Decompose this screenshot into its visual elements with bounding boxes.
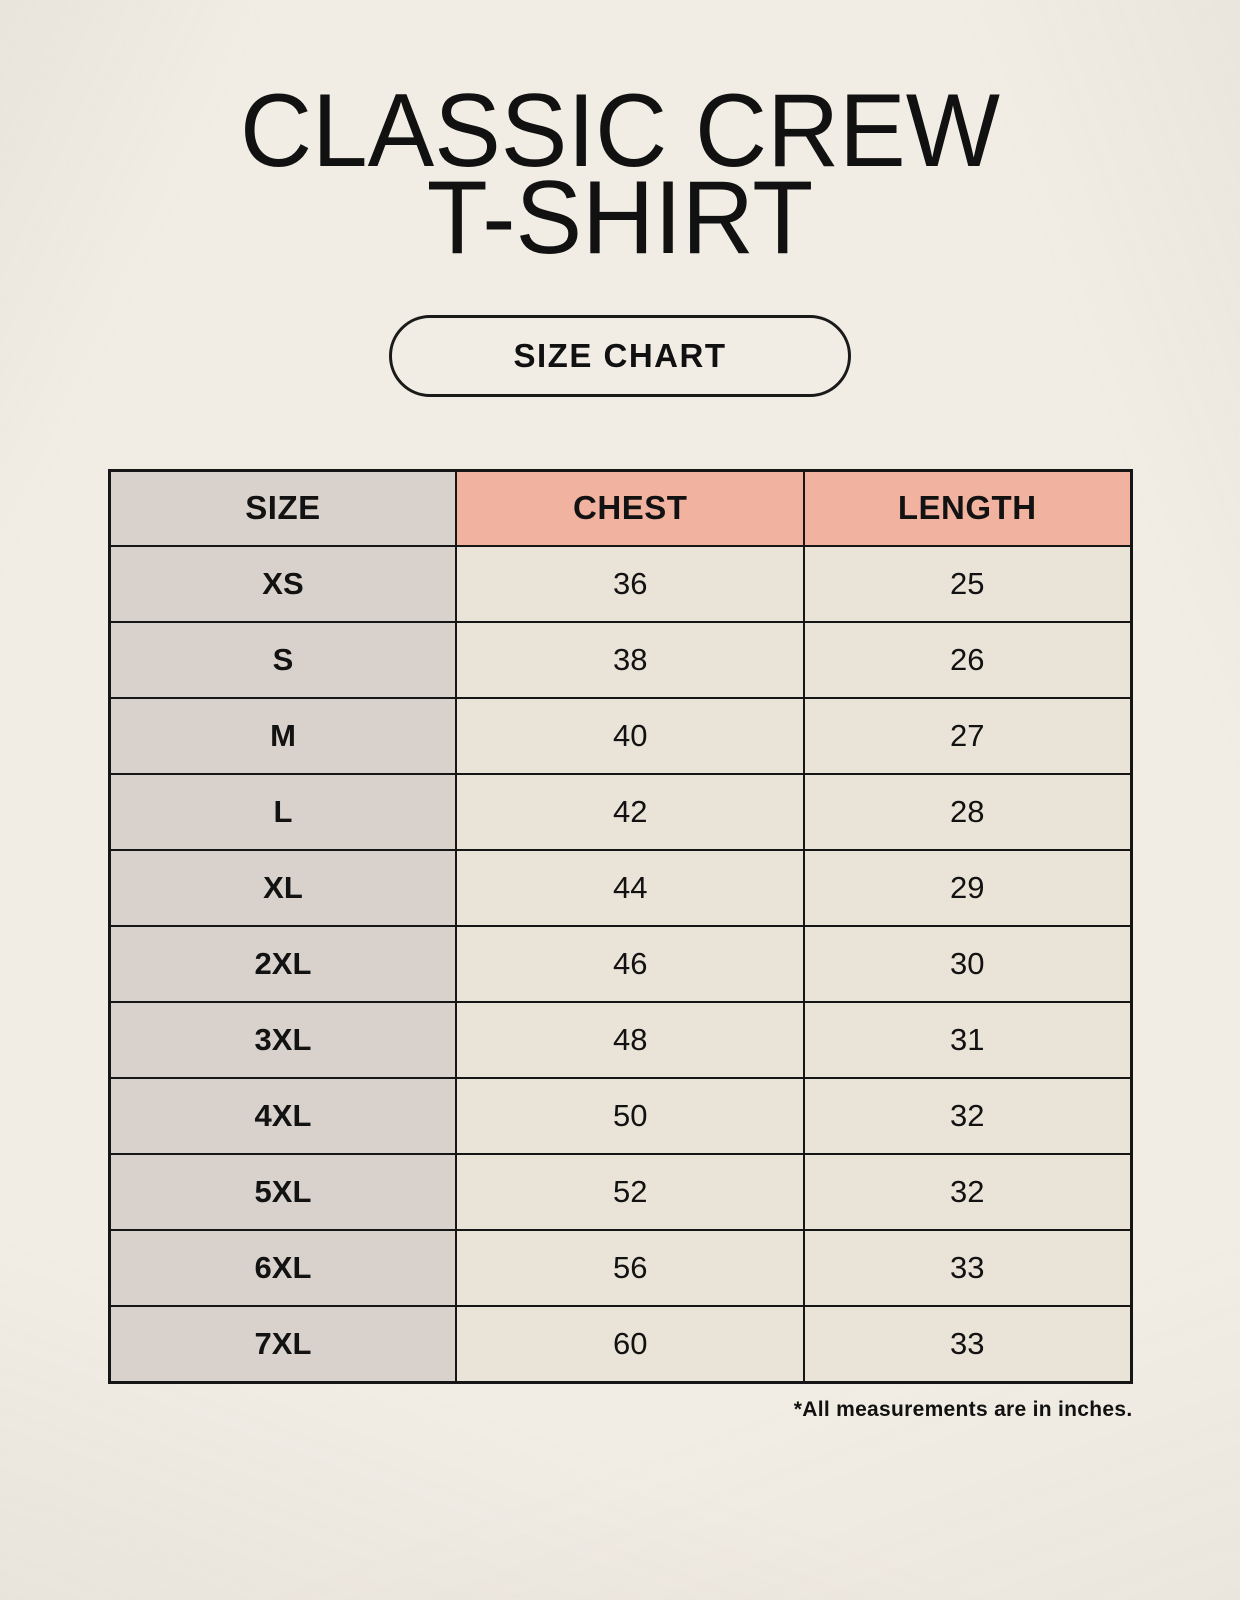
column-header-length: LENGTH: [804, 470, 1131, 546]
size-cell: XL: [109, 850, 456, 926]
size-cell: 5XL: [109, 1154, 456, 1230]
length-value-cell: 29: [804, 850, 1131, 926]
table-row: [109, 926, 1131, 1002]
chest-value-cell: 50: [456, 1078, 803, 1154]
measurements-footnote: *All measurements are in inches.: [793, 1397, 1133, 1421]
table-row: [109, 774, 1131, 850]
chest-value-cell: 52: [456, 1154, 803, 1230]
length-value-cell: 26: [804, 622, 1131, 698]
length-value-cell: 25: [804, 546, 1131, 622]
chest-value-cell: 60: [456, 1306, 803, 1382]
table-row: [109, 1306, 1131, 1382]
length-value-cell: 32: [804, 1154, 1131, 1230]
length-value-cell: 27: [804, 698, 1131, 774]
table-row: [109, 622, 1131, 698]
length-value-cell: 30: [804, 926, 1131, 1002]
size-chart-page: [0, 73, 1240, 1600]
chest-value-cell: 36: [456, 546, 803, 622]
size-chart-badge-label: SIZE CHART: [513, 336, 727, 374]
chest-value-cell: 42: [456, 774, 803, 850]
size-cell: 3XL: [109, 1002, 456, 1078]
length-value-cell: 31: [804, 1002, 1131, 1078]
table-row: [109, 1078, 1131, 1154]
size-cell: XS: [109, 546, 456, 622]
chest-value-cell: 40: [456, 698, 803, 774]
size-cell: 2XL: [109, 926, 456, 1002]
size-cell: 7XL: [109, 1306, 456, 1382]
size-cell: L: [109, 774, 456, 850]
size-chart-table: [108, 469, 1133, 1384]
table-row: [109, 546, 1131, 622]
size-cell: M: [109, 698, 456, 774]
size-cell: S: [109, 622, 456, 698]
table-row: [109, 698, 1131, 774]
column-header-chest: CHEST: [456, 470, 803, 546]
size-chart-badge: [389, 315, 851, 397]
table-row: [109, 1002, 1131, 1078]
length-value-cell: 32: [804, 1078, 1131, 1154]
length-value-cell: 28: [804, 774, 1131, 850]
footnote-container: [108, 1398, 1133, 1422]
chest-value-cell: 44: [456, 850, 803, 926]
length-value-cell: 33: [804, 1230, 1131, 1306]
page-title-line1: CLASSIC CREW: [239, 73, 1001, 189]
table-row: [109, 850, 1131, 926]
page-title: [25, 73, 1215, 277]
chest-value-cell: 46: [456, 926, 803, 1002]
size-cell: 4XL: [109, 1078, 456, 1154]
table-header-row: [109, 470, 1131, 546]
chest-value-cell: 48: [456, 1002, 803, 1078]
size-cell: 6XL: [109, 1230, 456, 1306]
chest-value-cell: 38: [456, 622, 803, 698]
chest-value-cell: 56: [456, 1230, 803, 1306]
column-header-size: SIZE: [109, 470, 456, 546]
page-title-line2: T-SHIRT: [426, 160, 814, 277]
table-row: [109, 1154, 1131, 1230]
length-value-cell: 33: [804, 1306, 1131, 1382]
table-row: [109, 1230, 1131, 1306]
